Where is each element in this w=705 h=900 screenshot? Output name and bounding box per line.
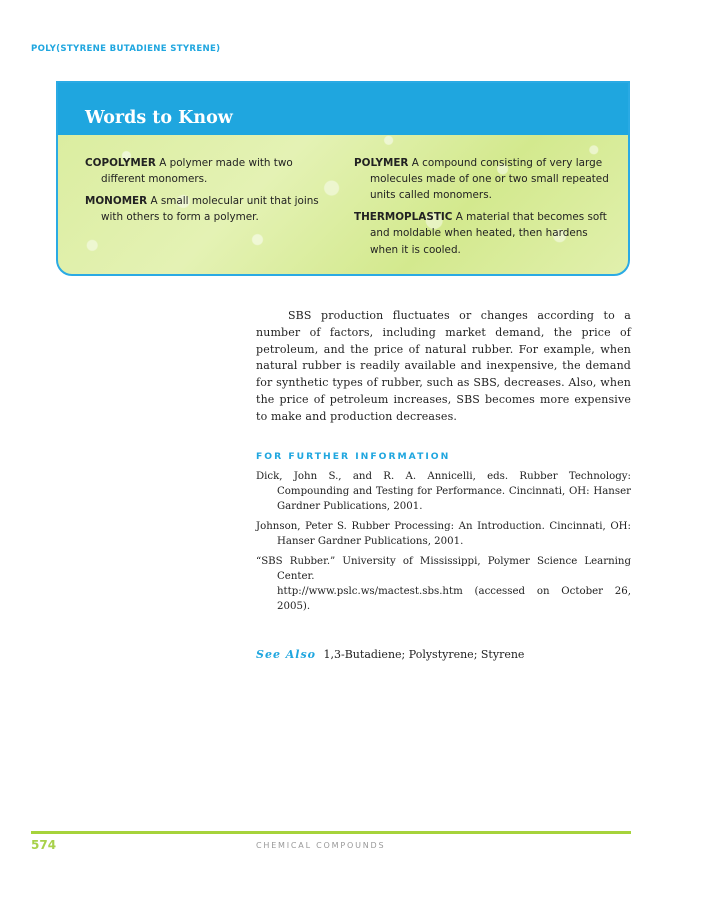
definition-thermoplastic (354, 209, 616, 258)
definition-polymer (354, 155, 616, 204)
words-to-know-title: Words to Know (85, 108, 233, 128)
definition-monomer (85, 193, 340, 225)
words-to-know-box (56, 81, 630, 276)
running-head: POLY(STYRENE BUTADIENE STYRENE) (31, 44, 221, 54)
further-information-heading: FOR FURTHER INFORMATION (256, 451, 451, 462)
reference-item: Dick, John S., and R. A. Annicelli, eds. Rubber Technology: Compounding and Testing for Performance. Cincinnati, OH: Hanser Gardner Publications, 2001. (256, 471, 631, 512)
term: MONOMER (85, 194, 148, 207)
definition-text: A small molecular unit that joins with others to form a polymer. (101, 194, 319, 224)
reference-text: “SBS Rubber.” University of Mississippi, Polymer Science Learning Center. (256, 556, 631, 582)
body-paragraph: SBS production fluctuates or changes according to a number of factors, including market demand, the price of petroleum, and the price of natural rubber. For example, when natural rubber is readily available and inexpensive, the demand for synthetic types of rubber, such as SBS, decreases. Also, when the price of petroleum increases, SBS becomes more expensive to make and production decreases. (256, 309, 631, 423)
term: THERMOPLASTIC (354, 211, 453, 224)
reference-item: Johnson, Peter S. Rubber Processing: An Introduction. Cincinnati, OH: Hanser Gardner Publications, 2001. (256, 521, 631, 547)
term: POLYMER (354, 157, 409, 169)
definition-text: A polymer made with two different monomers. (101, 157, 293, 186)
page-number: 574 (31, 838, 57, 852)
words-to-know-right-column (354, 155, 616, 263)
book-title: CHEMICAL COMPOUNDS (256, 841, 386, 850)
term: COPOLYMER (85, 157, 156, 169)
footer-rule (31, 831, 631, 834)
words-to-know-header (58, 83, 628, 135)
definition-copolymer (85, 155, 340, 187)
see-also (256, 648, 524, 661)
definition-text: A material that becomes soft and moldable when heated, then hardens when it is cooled. (370, 211, 607, 256)
reference-url[interactable]: http://www.pslc.ws/mactest.sbs.htm (accessed on October 26, 2005). (277, 586, 631, 612)
see-also-label: See Also (256, 648, 317, 661)
definition-text: A compound consisting of very large molecules made of one or two small repeated units called monomers. (370, 157, 609, 202)
reference-item (256, 554, 631, 614)
reference-list (256, 469, 631, 619)
words-to-know-left-column (85, 155, 340, 231)
see-also-links[interactable]: 1,3-Butadiene; Polystyrene; Styrene (323, 648, 525, 661)
